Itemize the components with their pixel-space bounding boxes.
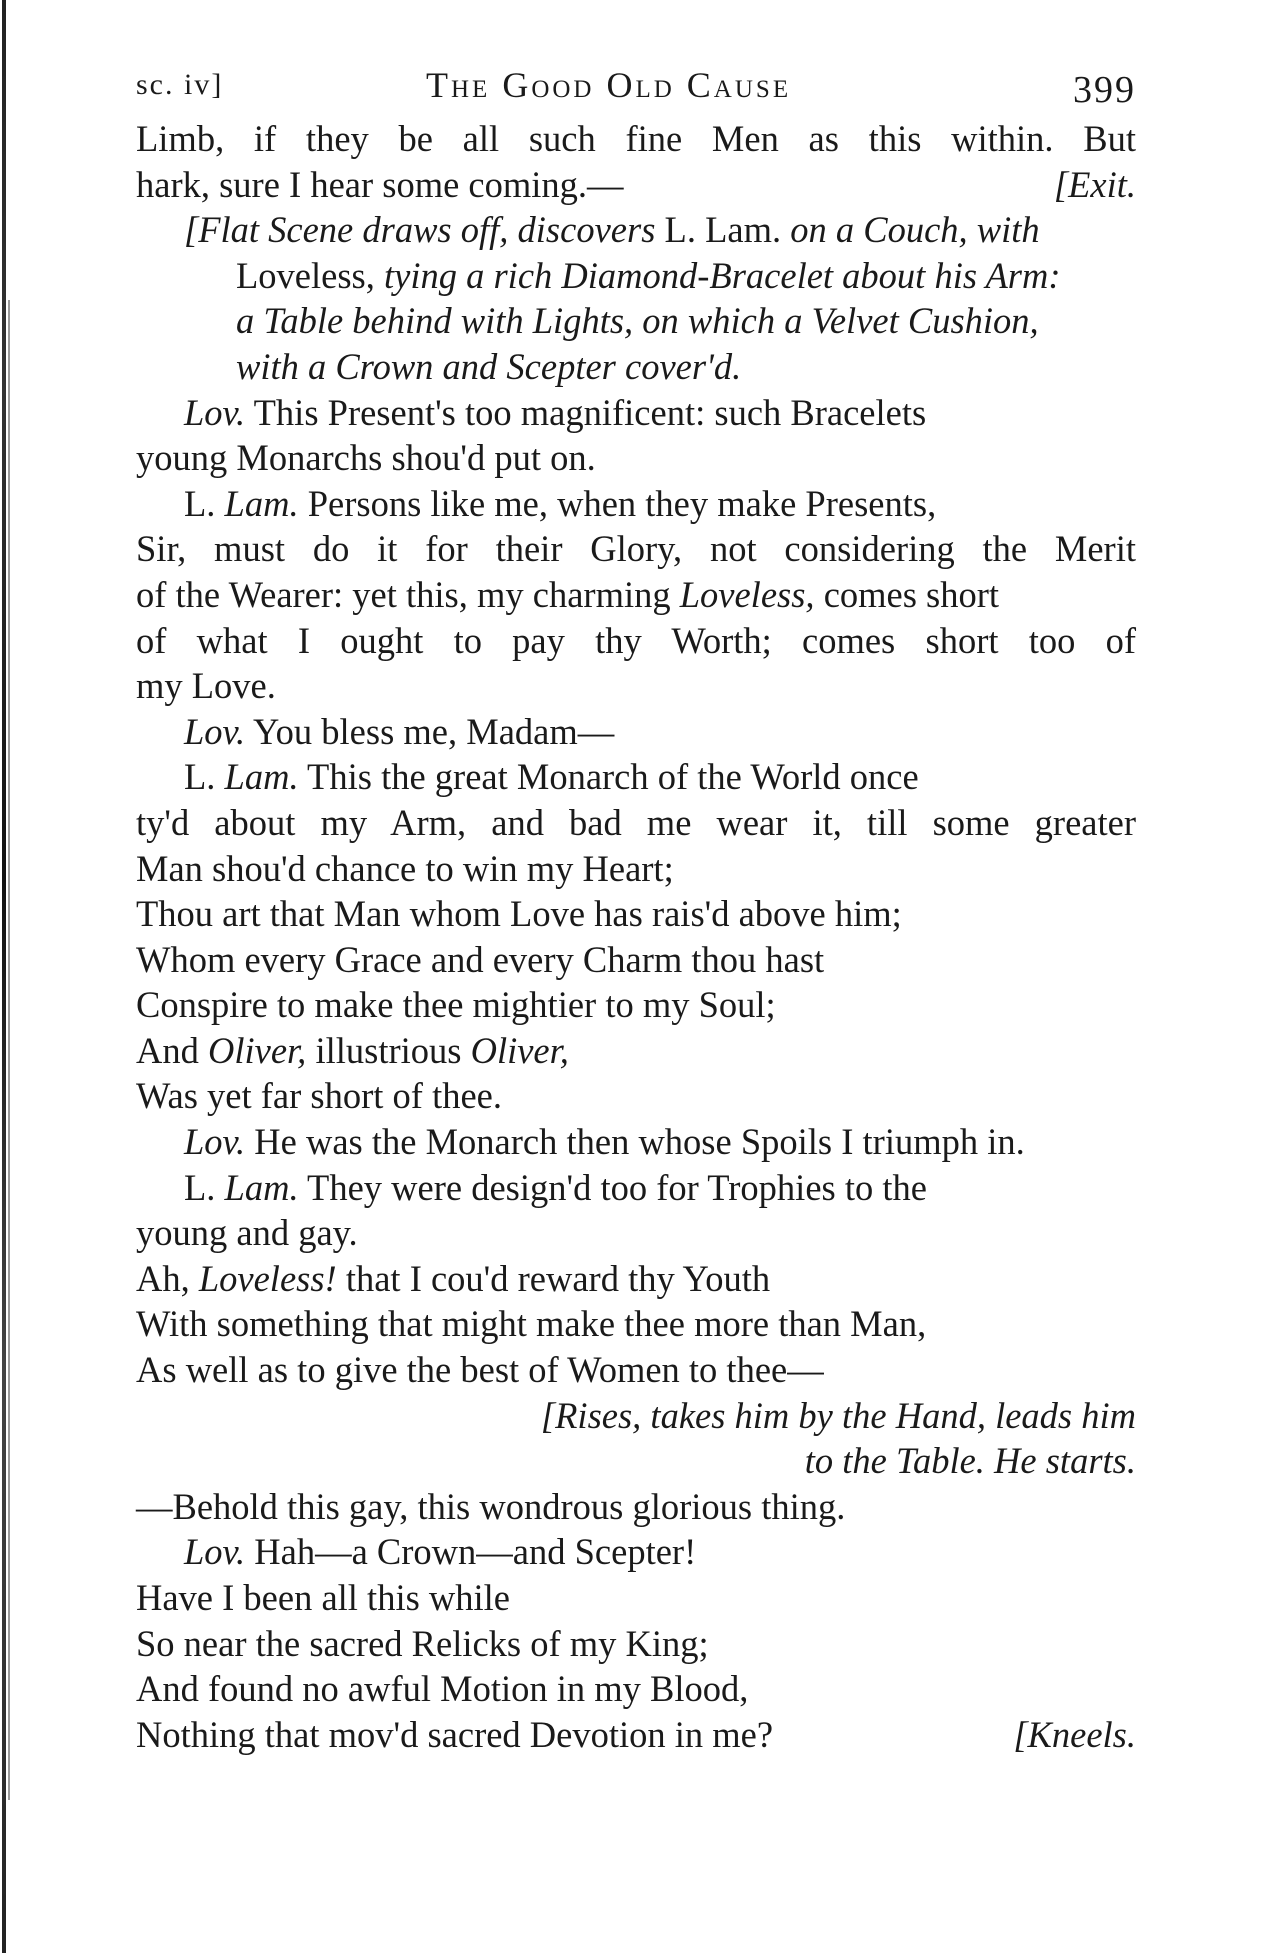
speech-text: Hah—a Crown—and Scepter! xyxy=(245,1531,697,1573)
speech-text: He was the Monarch then whose Spoils I triumph in. xyxy=(245,1121,1025,1163)
speech-line xyxy=(136,709,1146,755)
sd-part: tying a rich Diamond-Bracelet about his Arm: xyxy=(374,254,1061,296)
text-line: With something that might make thee more than Man, xyxy=(136,1303,927,1345)
speech-line xyxy=(136,754,1146,800)
play-text xyxy=(136,116,1146,1757)
running-header xyxy=(136,64,1146,116)
text-line: Was yet far short of thee. xyxy=(136,1075,502,1117)
text-line: Have I been all this while xyxy=(136,1577,511,1618)
text-line: my Love. xyxy=(136,665,276,707)
speaker-name: Lam. xyxy=(224,756,299,798)
text-line xyxy=(136,572,1146,618)
speaker-name: Lov. xyxy=(184,1121,246,1163)
binding-edge xyxy=(2,0,6,1953)
text-line: —Behold this gay, this wondrous glorious thing. xyxy=(136,1485,846,1527)
speaker-name: Lam. xyxy=(224,482,299,524)
character-name: Oliver, xyxy=(207,1029,307,1071)
text-line xyxy=(136,162,1146,208)
speech-line xyxy=(136,1165,1146,1211)
speaker-name: Lov. xyxy=(184,391,246,433)
stage-direction: a Table behind with Lights, on which a Velvet Cushion, xyxy=(236,300,1039,342)
line-text: Nothing that mov'd sacred Devotion in me? xyxy=(136,1713,774,1755)
character-name: Loveless, xyxy=(236,254,375,296)
speaker-prefix: L. xyxy=(184,482,225,524)
speaker-prefix: L. xyxy=(184,756,225,798)
speech-text: This the great Monarch of the World once xyxy=(298,756,919,798)
speaker-name: Lam. xyxy=(224,1166,299,1208)
line-text: And xyxy=(136,1029,208,1071)
stage-direction-kneels: [Kneels. xyxy=(1013,1713,1136,1755)
line-text: hark, sure I hear some coming.— xyxy=(136,163,624,205)
binding-shadow xyxy=(8,300,10,1800)
text-line: Man shou'd chance to win my Heart; xyxy=(136,847,674,889)
text-line: young and gay. xyxy=(136,1212,358,1254)
text-line: Thou art that Man whom Love has rais'd above him; xyxy=(136,893,902,935)
text-line xyxy=(136,1712,1146,1758)
text-line: As well as to give the best of Women to thee— xyxy=(136,1349,824,1391)
book-page xyxy=(136,64,1146,1757)
character-name: L. Lam. xyxy=(664,209,782,251)
stage-direction xyxy=(136,207,1146,253)
text-line: Whom every Grace and every Charm thou hast xyxy=(136,938,825,980)
text-line: young Monarchs shou'd put on. xyxy=(136,437,596,479)
text-line xyxy=(136,1256,1146,1302)
character-name: Loveless, xyxy=(679,573,815,615)
speech-line xyxy=(136,1119,1146,1165)
line-text: that I cou'd reward thy Youth xyxy=(336,1257,771,1299)
character-name: Loveless! xyxy=(198,1257,337,1299)
line-text: Ah, xyxy=(136,1257,199,1299)
running-title: The Good Old Cause xyxy=(426,65,792,105)
speech-text: They were design'd too for Trophies to the xyxy=(298,1166,927,1208)
speaker-name: Lov. xyxy=(184,710,246,752)
text-line: ty'd about my Arm, and bad me wear it, till some greater xyxy=(136,801,1136,843)
text-line xyxy=(136,1028,1146,1074)
scene-marker: sc. iv] xyxy=(136,68,224,101)
stage-direction xyxy=(136,253,1146,299)
line-text: comes short xyxy=(814,573,1000,615)
text-line: So near the sacred Relicks of my King; xyxy=(136,1622,709,1664)
speaker-name: Lov. xyxy=(184,1531,246,1573)
stage-direction: to the Table. He starts. xyxy=(804,1440,1136,1482)
stage-direction-exit: [Exit. xyxy=(1053,163,1136,205)
text-line: And found no awful Motion in my Blood, xyxy=(136,1668,749,1710)
line-text: illustrious xyxy=(306,1029,471,1071)
speech-line xyxy=(136,481,1146,527)
page-number: 399 xyxy=(1073,69,1136,111)
text-line: Limb, if they be all such fine Men as this within. But xyxy=(136,118,1136,159)
sd-part: [Flat Scene draws off, discovers xyxy=(184,209,665,251)
speech-text: You bless me, Madam— xyxy=(245,710,615,752)
text-line: Sir, must do it for their Glory, not considering the Merit xyxy=(136,528,1136,570)
text-line: Conspire to make thee mightier to my Soul; xyxy=(136,984,776,1026)
speaker-prefix: L. xyxy=(184,1166,225,1208)
speech-line xyxy=(136,390,1146,436)
character-name: Oliver, xyxy=(470,1029,569,1071)
line-text: of the Wearer: yet this, my charming xyxy=(136,573,680,615)
stage-direction: [Rises, takes him by the Hand, leads him xyxy=(540,1394,1136,1436)
speech-line xyxy=(136,1529,1146,1575)
stage-direction: with a Crown and Scepter cover'd. xyxy=(236,345,742,387)
speech-text: This Present's too magnificent: such Bracelets xyxy=(245,391,927,433)
sd-part: on a Couch, with xyxy=(781,209,1040,251)
text-line: of what I ought to pay thy Worth; comes short too of xyxy=(136,619,1136,661)
speech-text: Persons like me, when they make Presents, xyxy=(298,482,937,524)
